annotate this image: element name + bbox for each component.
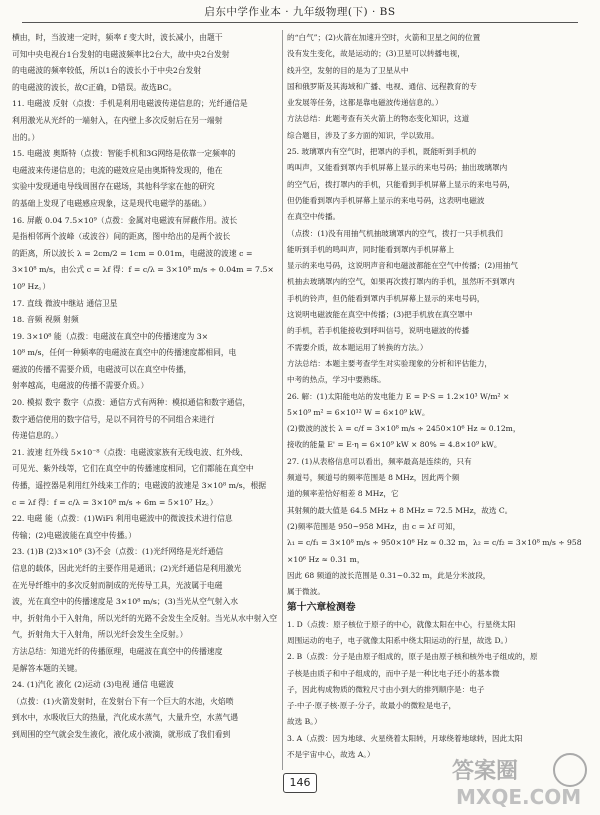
text-line: 1. D（点拨：原子核位于原子的中心，就像太阳在中心，行星绕太阳 xyxy=(287,619,516,629)
text-line: 数字通信使用的数字信号，是以不同符号的不同组合来进行 xyxy=(12,414,215,424)
text-line: 是解答本题的关键。 xyxy=(12,663,83,673)
text-line: 周围运动的电子，电子就像太阳系中绕太阳运动的行星，故选 D。） xyxy=(287,635,512,645)
text-line: 16. 屏蔽 0.04 7.5×10⁹（点拨：金属对电磁波有屏蔽作用。波长 xyxy=(12,215,238,225)
text-line: 24. (1)汽化 液化 (2)运动 (3)电视 通信 电磁波 xyxy=(12,680,174,690)
text-line: 26. 解：(1)太阳能电站的发电能力 E = P·S = 1.2×10³ W/m² × xyxy=(287,391,510,401)
text-line: 在光导纤维中的多次反射而制成的光传导工具，光波属于电磁 xyxy=(12,580,223,590)
text-line: 中考的热点，学习中要熟练。 xyxy=(287,375,386,385)
header-rule xyxy=(22,22,578,23)
left-column xyxy=(12,30,280,744)
text-line: λ₁ = c/f₁ = 3×10⁸ m/s ÷ 950×10⁶ Hz ≈ 0.32 m，λ₂ = c/f₂ = 3×10⁸ m/s ÷ 958×10⁶ Hz ≈ 0.31 m， xyxy=(287,538,582,564)
text-line: 道的频率差恰好相差 8 MHz，它 xyxy=(287,489,399,499)
text-line: 3×10⁸ m/s，由公式 c = λf 得：f = c/λ = 3×10⁸ m/s ÷ 0.04m = 7.5× xyxy=(12,265,274,275)
text-line: 17. 直线 微波中继站 通信卫星 xyxy=(12,298,118,308)
column-divider xyxy=(282,30,283,770)
text-line: 是指相邻两个波峰（或波谷）间的距离，图中给出的是两个波长 xyxy=(12,232,231,242)
right-column xyxy=(287,30,587,763)
text-line: 业发展等任务，这都是靠电磁波传递信息的。） xyxy=(287,98,443,108)
text-line: 22. 电磁 能（点拨：(1)WiFi 利用电磁波中的微波技术进行信息 xyxy=(12,514,233,524)
text-line: 国和俄罗斯及其海域和广播、电视、通信、远程教育的专 xyxy=(287,81,477,91)
page-number: 146 xyxy=(283,773,317,793)
text-line: 磁波的传播不需要介质，电磁波可以在真空中传播， xyxy=(12,364,192,374)
watermark-top-text: 答案圈 xyxy=(452,759,519,784)
text-line: 到周围的空气就会发生液化，液化成小液滴，就形成了我们看到 xyxy=(12,729,231,739)
text-line: 5×10⁹ m² = 6×10¹² W = 6×10⁹ kW。 xyxy=(287,407,430,417)
text-line: 综合题目，涉及了多方面的知识，学以致用。 xyxy=(287,130,439,140)
text-line: 的“白气”；(2)火箭在加速升空时，火箭和卫星之间的位置 xyxy=(287,33,481,42)
text-line: 子核是由质子和中子组成的，而中子是一种比电子还小的基本微 xyxy=(287,668,500,678)
text-line: 25. 玻璃罩内有空气时，把罩内的手机，既能听到手机的 xyxy=(287,147,477,157)
text-line: 实验中发现通电导线周围存在磁场，其他科学家在他的研究 xyxy=(12,182,215,192)
text-line: 10⁸ m/s，任何一种频率的电磁波在真空中的传播速度都相同，电 xyxy=(12,348,237,358)
page-header xyxy=(0,0,600,26)
text-line: 电磁波来传递信息的；电流的磁效应是由奥斯特发现的，他在 xyxy=(12,165,223,175)
text-line: 方法总结：知道光纤的传播原理，电磁波在真空中的传播速度 xyxy=(12,646,223,656)
text-line: 传输；(2)电磁波能在真空中传播。） xyxy=(12,530,137,540)
text-line: 不需要介质，故本题运用了转换的方法。） xyxy=(287,342,428,352)
text-line: 方法总结：本题主要考查学生对实验现象的分析和评估能力， xyxy=(287,358,493,368)
watermark-logo xyxy=(448,748,598,810)
text-line: 2. B（点拨：分子是由原子组成的，原子是由原子核和核外电子组成的，原 xyxy=(287,652,538,662)
text-line: 在真空中传播。 xyxy=(287,212,341,222)
text-line: 10⁹ Hz。） xyxy=(12,281,51,291)
text-line: 27. (1)从表格信息可以看出，频率最高是连续的，只有 xyxy=(287,456,472,466)
text-line: 的距离，所以波长 λ = 2cm/2 = 1cm = 0.01m，电磁波的波速 c = xyxy=(12,248,253,258)
text-line: 传递信息的。） xyxy=(12,431,63,441)
text-line: 15. 电磁波 奥斯特（点拨：智能手机和3G网络是依靠一定频率的 xyxy=(12,149,236,159)
text-line: （点拨：(1)火箭发射时，在发射台下有一个巨大的水池，火焰喷 xyxy=(12,696,234,706)
text-line: 可知中央电视台1台发射的电磁波频率比2台大，故中央2台发射 xyxy=(12,49,230,59)
text-line: （点拨：(1)没有用抽气机抽玻璃罩内的空气，拨打一只手机我们 xyxy=(287,228,503,238)
text-line: 方法总结：此题考查有关火箭上的物态变化知识，这道 xyxy=(287,114,470,124)
text-line: 但仍能看到罩内手机屏幕上显示的来电号码，这表明电磁波 xyxy=(287,195,485,205)
text-line: (2)频率范围是 950~958 MHz，由 c = λf 可知， xyxy=(287,521,461,531)
text-line: 中，折射角小于入射角，所以光纤的光路不会发生全反射。当光从水中射入空 xyxy=(12,613,278,623)
text-line: 不是宇宙中心，故选 A。） xyxy=(287,750,375,760)
text-line: 能听到手机的鸣叫声，同时能看到罩内手机屏幕上 xyxy=(287,244,455,254)
text-line: 机抽去玻璃罩内的空气，如果再次拨打罩内的手机，虽然听不到罩内 xyxy=(287,277,515,287)
text-line: 属于微波。 xyxy=(287,587,325,597)
section-title: 第十六章检测卷 xyxy=(287,602,356,614)
text-line: (2)微波的波长 λ = c/f = 3×10⁸ m/s ÷ 2450×10⁶ Hz ≈ 0.12m， xyxy=(287,424,521,434)
text-line: 的手机，若手机能接收到呼叫信号，说明电磁波的传播 xyxy=(287,326,470,336)
text-line: 这说明电磁波能在真空中传播；(3)把手机放在真空罩中 xyxy=(287,310,473,320)
text-line: 波，光在真空中的传播速度是 3×10⁸ m/s；(3)当光从空气射入水 xyxy=(12,597,239,607)
text-line: 可见光、紫外线等，它们在真空中的传播速度相同，它们都能在真空中 xyxy=(12,464,254,474)
text-line: 气，折射角大于入射角，所以光纤会发生全反射。） xyxy=(12,630,188,640)
text-line: 鸣叫声，又能看到罩内手机屏幕上显示的来电号码；抽出玻璃罩内 xyxy=(287,163,508,173)
header-title: 启东中学作业本 · 九年级物理(下) · BS xyxy=(204,6,396,18)
text-line: 射率越高，电磁波的传播不需要介质。） xyxy=(12,381,149,391)
text-line: 横由，时，当波速一定时，频率 f 变大时，波长减小，由题干 xyxy=(12,33,223,42)
text-line: 的基础上发现了电磁感应现象，这是现代电磁学的基础。） xyxy=(12,198,211,208)
text-line: 的空气后，拨打罩内的手机，只能看到手机屏幕上显示的来电号码， xyxy=(287,179,515,189)
text-line: 的电磁波的波长，故C正确，D错误。故选BC。 xyxy=(12,82,177,92)
text-line: 线升空，发射的目的是为了卫星从中 xyxy=(287,65,409,75)
text-line: 因此 68 频道的波长范围是 0.31~0.32 m，此是分米波段， xyxy=(287,570,491,580)
text-line: 的电磁波的频率较低，所以1台的波长小于中央2台发射 xyxy=(12,66,202,76)
text-line: 出的。） xyxy=(12,132,40,142)
text-line: 故选 B。） xyxy=(287,717,322,727)
text-line: 没有发生变化，故是运动的；(3)卫星可以转播电视， xyxy=(287,49,465,59)
watermark-bottom-text: MXQE.COM xyxy=(456,785,582,809)
text-line: 显示的来电号码，这说明声音和电磁波都能在空气中传播；(2)用抽气 xyxy=(287,261,518,271)
text-line: 频道号，频道号的频率范围是 8 MHz，因此两个频 xyxy=(287,473,460,483)
text-line: 接收的能量 E' = E·η = 6×10⁹ kW × 80% = 4.8×10⁹ kW。 xyxy=(287,440,502,450)
text-line: 18. 音频 视频 射频 xyxy=(12,315,79,325)
text-line: c = λf 得：f = c/λ = 3×10⁸ m/s ÷ 6m = 5×10⁷ Hz。） xyxy=(12,497,218,507)
text-line: 手机的铃声，但仍能看到罩内手机屏幕上显示的来电号码， xyxy=(287,293,485,303)
text-line: 21. 波速 红外线 5×10⁻⁸（点拨：电磁波家族有无线电波、红外线、 xyxy=(12,447,248,457)
text-line: 23. (1)B (2)3×10⁸ (3)不会（点拨：(1)光纤网络是光纤通信 xyxy=(12,547,224,557)
text-line: 其射频的最大值是 64.5 MHz + 8 MHz = 72.5 MHz，故选 C。 xyxy=(287,505,513,515)
text-line: 19. 3×10⁸ 能（点拨：电磁波在真空中的传播速度为 3× xyxy=(12,331,209,341)
text-line: 传播，遥控器是利用红外线来工作的；电磁波的波速是 3×10⁸ m/s，根据 xyxy=(12,481,267,491)
text-line: 3. A（点拨：因为地球、火星绕着太阳转，月球绕着地球转，因此太阳 xyxy=(287,733,523,743)
text-line: 信息的载体，因此光纤的主要作用是通讯；(2)光纤通信是利用激光 xyxy=(12,564,242,573)
text-line: 11. 电磁波 反射（点拨：手机是利用电磁波传递信息的；光纤通信是 xyxy=(12,99,248,109)
text-line: 子，因此构成物质的微粒尺寸由小到大的排列顺序是：电子 xyxy=(287,684,485,694)
text-line: 子·中子·原子核·原子·分子，故最小的微粒是电子， xyxy=(287,701,457,711)
text-line: 利用激光从光纤的一端射入，在内壁上多次反射后在另一端射 xyxy=(12,115,223,125)
text-line: 到水中，水吸收巨大的热量，汽化成水蒸气，大量升空，水蒸气遇 xyxy=(12,713,239,723)
text-line: 20. 模拟 数字 数字（点拨：通信方式有两种：模拟通信和数字通信， xyxy=(12,398,251,408)
